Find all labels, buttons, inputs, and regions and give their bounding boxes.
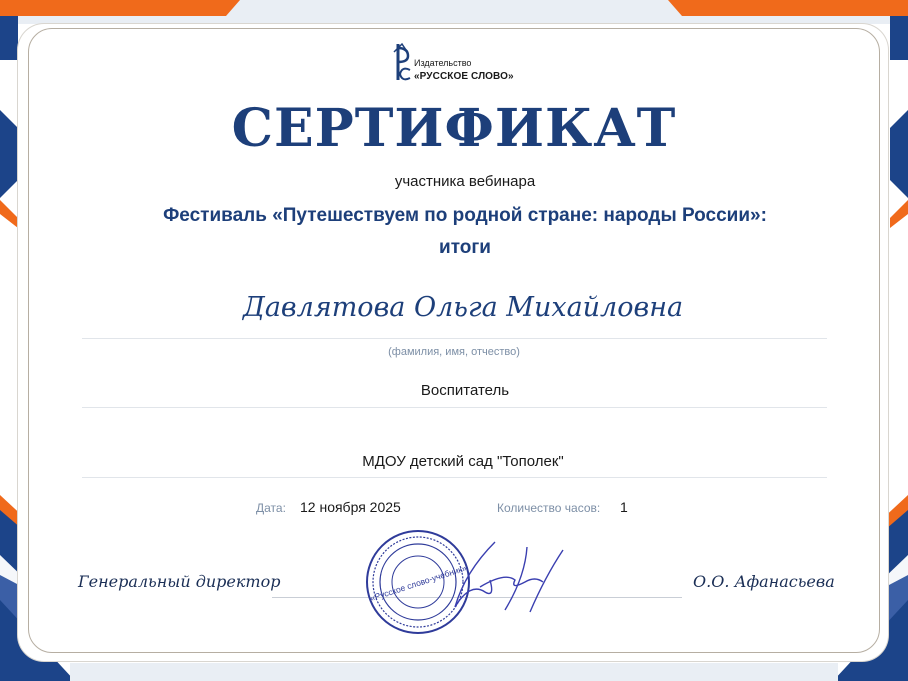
- handwritten-signature: [425, 532, 575, 622]
- name-caption: (фамилия, имя, отчество): [388, 346, 520, 358]
- signatory-role: Генеральный директор: [78, 572, 281, 591]
- name-underline: [82, 338, 827, 339]
- publisher-logo: [392, 40, 532, 86]
- date-value: 12 ноября 2025: [300, 499, 401, 515]
- certificate-title: СЕРТИФИКАТ: [231, 98, 677, 159]
- date-label: Дата:: [256, 501, 286, 515]
- publisher-emblem-icon: [392, 42, 412, 82]
- event-title-line-2: итоги: [439, 237, 491, 258]
- publisher-label: Издательство: [414, 58, 472, 68]
- position-underline: [82, 407, 827, 408]
- organization-underline: [82, 477, 827, 478]
- participant-name: Давлятова Ольга Михайловна: [242, 292, 684, 323]
- event-title: [110, 200, 820, 264]
- publisher-name: «РУССКОЕ СЛОВО»: [414, 71, 514, 82]
- participant-organization: МДОУ детский сад "Тополек": [362, 453, 564, 470]
- certificate-subtitle: участника вебинара: [394, 173, 536, 190]
- hours-value: 1: [620, 499, 628, 515]
- hours-label: Количество часов:: [497, 501, 601, 515]
- participant-position: Воспитатель: [420, 382, 510, 399]
- signatory-name: О.О. Афанасьева: [693, 572, 835, 591]
- event-title-line-1: Фестиваль «Путешествуем по родной стране: народы России»:: [163, 205, 767, 226]
- stamp-center-text: «Русское слово-учебник»: [368, 562, 468, 604]
